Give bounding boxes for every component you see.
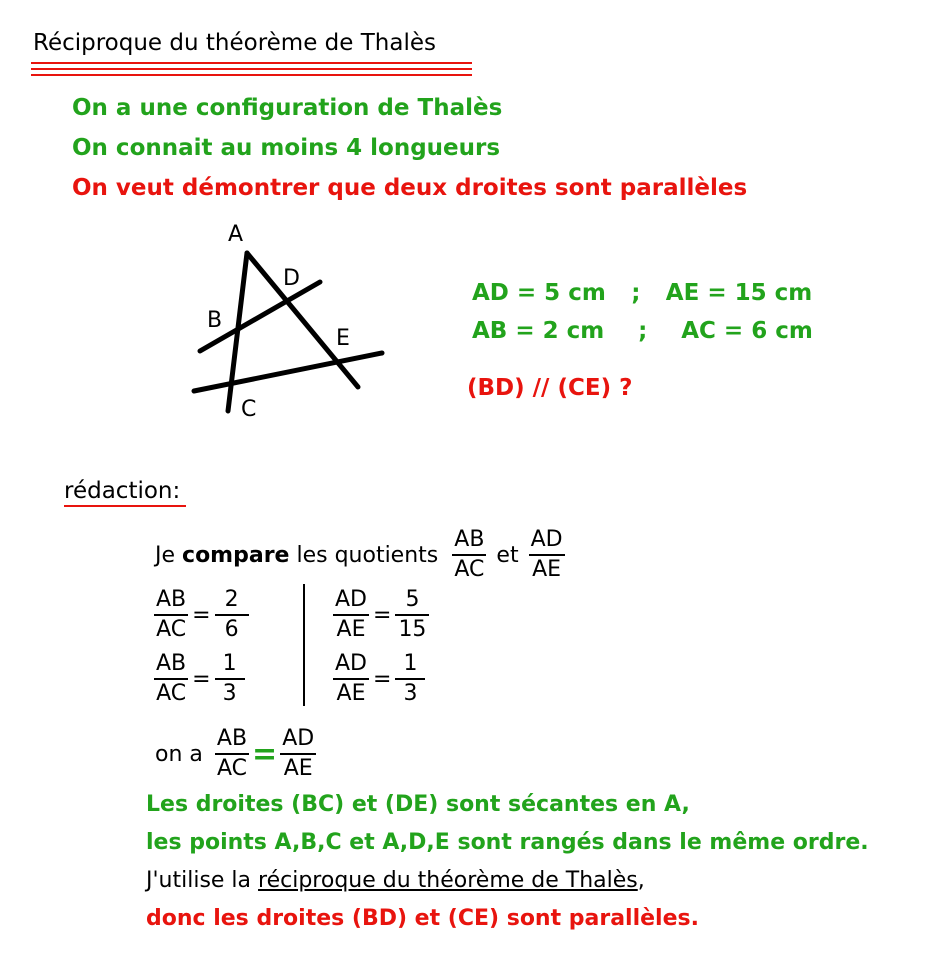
measure-ae: AE = 15 cm: [665, 280, 813, 306]
calc-ad-ae-1: $\frac{AD}{AE}$ = $\frac{5}{15}$: [333, 588, 429, 642]
measure-ad: AD = 5 cm: [472, 280, 606, 306]
compare-line: [155, 528, 565, 582]
calc-ab-ac-1: $\frac{AB}{AC}$ = $\frac{2}{6}$: [154, 588, 249, 642]
column-divider: [303, 584, 305, 706]
redaction-underline: [64, 505, 186, 507]
intro-line-1: On a une configuration de Thalès: [72, 95, 503, 121]
measure-ab: AB = 2 cm: [472, 318, 605, 344]
redaction-heading-text: rédaction: [64, 478, 173, 504]
title-underline-2: [31, 68, 472, 70]
redaction-heading: [64, 478, 180, 504]
thales-figure: [180, 215, 410, 425]
intro-line-3: On veut démontrer que deux droites sont parallèles: [72, 175, 748, 201]
measure-row-1: [472, 280, 812, 306]
compare-post: les quotients: [289, 542, 439, 568]
theorem-reference: réciproque du théorème de Thalès: [258, 868, 638, 893]
conclusion-line-3: J'utilise la réciproque du théorème de Thalès,: [146, 868, 645, 893]
fraction-ab-ac: $\frac{AB}{AC}$: [454, 527, 485, 582]
title-underline-1: [31, 62, 472, 64]
et: et: [496, 542, 519, 568]
redaction-colon: :: [172, 478, 181, 504]
equals-sign: =: [373, 666, 392, 692]
separator: ;: [631, 280, 641, 306]
green-equals-sign: =: [252, 736, 278, 772]
calc-ab-ac-2: $\frac{AB}{AC}$ = $\frac{1}{3}$: [154, 652, 245, 706]
equals-sign: =: [192, 602, 211, 628]
compare-bold: compare: [182, 542, 290, 568]
label-a: A: [228, 222, 244, 247]
calc-ad-ae-2: $\frac{AD}{AE}$ = $\frac{1}{3}$: [333, 652, 425, 706]
equals-sign: =: [373, 602, 392, 628]
conclusion-line-2: les points A,B,C et A,D,E sont rangés dans le même ordre.: [146, 830, 869, 855]
page-title: Réciproque du théorème de Thalès: [33, 30, 436, 56]
title-underline-3: [31, 74, 472, 76]
fraction-ad-ae: $\frac{AD}{AE}$: [530, 527, 563, 582]
label-c: C: [241, 397, 257, 422]
label-d: D: [283, 266, 300, 291]
separator: ;: [638, 318, 648, 344]
label-e: E: [336, 326, 350, 351]
conclusion-line-1: Les droites (BC) et (DE) sont sécantes en A,: [146, 792, 690, 817]
measure-ac: AC = 6 cm: [681, 318, 813, 344]
conclusion-line-4: donc les droites (BD) et (CE) sont parallèles.: [146, 906, 699, 931]
label-b: B: [207, 308, 223, 333]
measure-row-2: [472, 318, 813, 344]
question: (BD) // (CE) ?: [467, 375, 633, 401]
equals-sign: =: [192, 666, 211, 692]
on-a: on a: [155, 741, 203, 767]
on-a-line: on a $\frac{AB}{AC}$ = $\frac{AD}{AE}$: [155, 726, 315, 781]
intro-line-2: On connait au moins 4 longueurs: [72, 135, 501, 161]
compare-pre: Je: [155, 542, 183, 568]
